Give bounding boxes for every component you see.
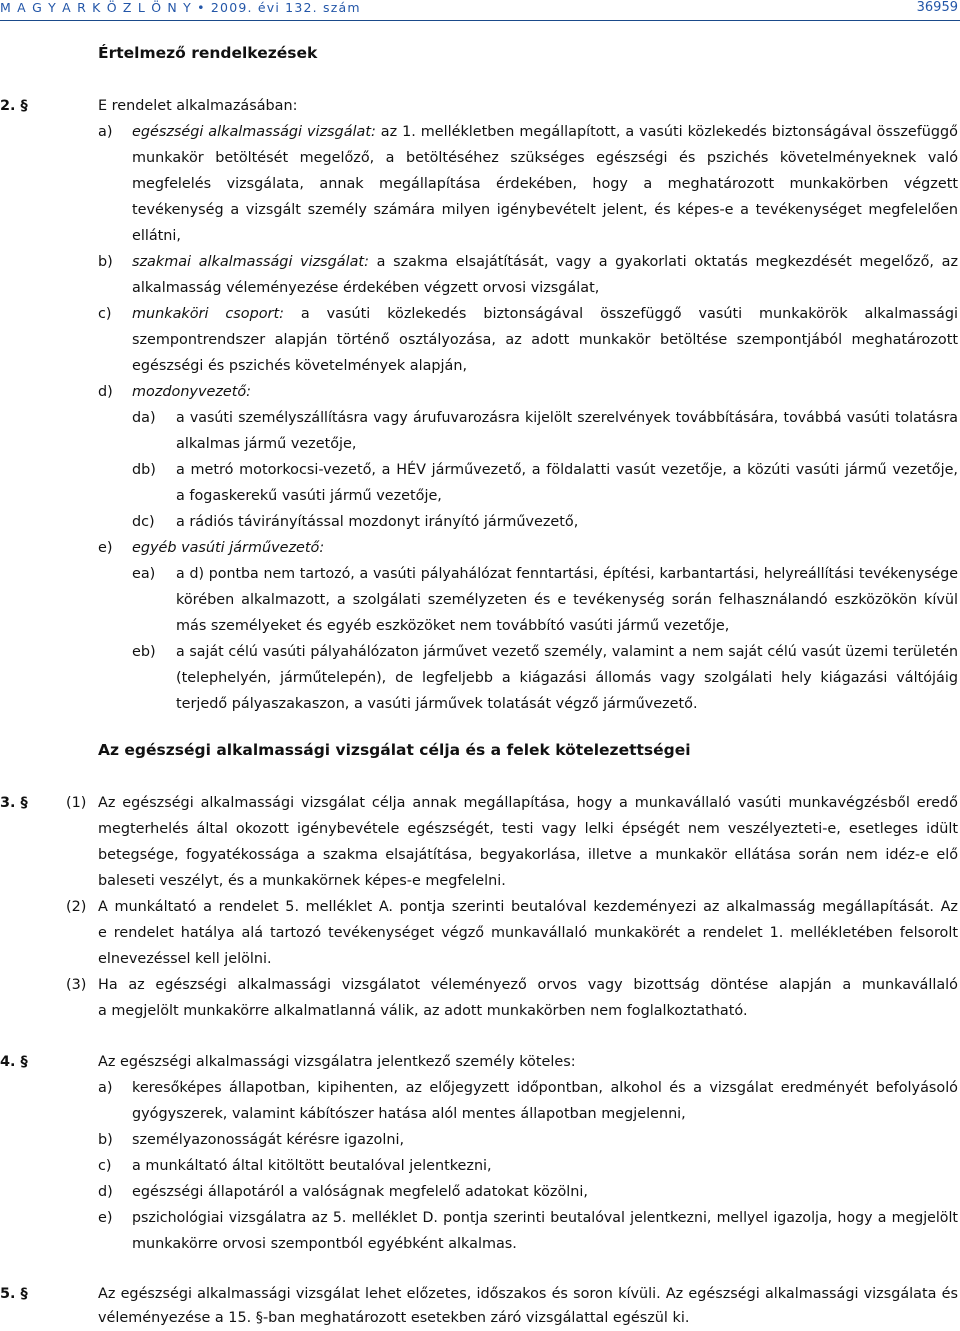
subsection-label: (1): [66, 795, 87, 811]
sublist-item-line: körében alkalmazott, a szolgálati személyzeten és e tevékenység során felhasználandó eszközökön kívül: [176, 592, 958, 608]
list-item-line: munkakör betöltését megelőző, a betöltéséhez szükséges egészségi és pszichés követelményeknek való: [132, 150, 958, 166]
list-item-line: szempontrendszer alapján történő osztályozása, az adott munkakör betöltése szempontjából meghatározott: [132, 332, 958, 348]
sublist-label: ea): [132, 566, 156, 582]
sublist-label: dc): [132, 514, 155, 530]
list-label: a): [98, 124, 113, 140]
list-label: b): [98, 1132, 113, 1148]
sublist-label: db): [132, 462, 156, 478]
list-item-line: egészségi és pszichés követelmények alapján,: [132, 358, 468, 374]
defined-term: szakmai alkalmassági vizsgálat:: [132, 254, 369, 270]
subsection-label: (2): [66, 899, 87, 915]
paragraph-line: véleményezése a 15. §-ban meghatározott esetekben záró vizsgálattal egészül ki.: [98, 1310, 690, 1326]
sublist-item-line: (telephelyén, járműtelepén), de legfeljebb a kiágazási állomás vagy szolgálati hely kiágazási váltójáig: [176, 670, 958, 686]
list-item-line: ellátni,: [132, 228, 182, 244]
sublist-label: da): [132, 410, 156, 426]
section-heading: Az egészségi alkalmassági vizsgálat célja és a felek kötelezettségei: [98, 741, 691, 759]
list-label: b): [98, 254, 113, 270]
subsection-line: betegsége, fogyatékossága a szakma elsajátítása, begyakorlása, illetve a munkakör ellátása során nem idéz-e elő: [98, 847, 958, 863]
subsection-line: baleseti veszélyt, és a munkakörnek képes-e megfelelni.: [98, 873, 506, 889]
list-item-line: gyógyszerek, valamint kábítószer hatása alól mentes állapotban megjelenni,: [132, 1106, 686, 1122]
list-item-line: tevékenység a vizsgált személy számára milyen igénybevételt jelent, és képes-e a tevékenységet megfelelően: [132, 202, 958, 218]
paragraph-number: 5. §: [0, 1286, 28, 1302]
page-number: 36959: [916, 0, 958, 15]
list-item-line: munkaköri csoport: a vasúti közlekedés biztonságával összefüggő vasúti munkakörök alkalmassági: [132, 306, 958, 322]
list-label: c): [98, 1158, 112, 1174]
list-item-line: szakmai alkalmassági vizsgálat: a szakma elsajátítását, vagy a gyakorlati oktatás megkezdését megelőző, az: [132, 254, 958, 270]
list-item-line: egészségi állapotáról a valóságnak megfelelő adatokat közölni,: [132, 1184, 588, 1200]
subsection-line: e rendelet hatálya alá tartozó tevékenységet végző munkavállaló munkakörét a rendelet 1. mellékletében felsorolt: [98, 925, 958, 941]
paragraph-intro: E rendelet alkalmazásában:: [98, 98, 298, 114]
list-item-line: személyazonosságát kérésre igazolni,: [132, 1132, 405, 1148]
subsection-line: Ha az egészségi alkalmassági vizsgálatot véleményező orvos vagy bizottság döntése alapján a munkavállaló: [98, 977, 958, 993]
subsection-label: (3): [66, 977, 87, 993]
journal-title: M A G Y A R K Ö Z L Ö N Y • 2009. évi 132. szám: [0, 0, 361, 15]
paragraph-line: Az egészségi alkalmassági vizsgálat lehet előzetes, időszakos és soron kívüli. Az egészségi alkalmassági vizsgálata és: [98, 1286, 958, 1302]
sublist-item-line: a rádiós távirányítással mozdonyt irányító járművezető,: [176, 514, 579, 530]
paragraph-number: 2. §: [0, 98, 28, 114]
list-label: e): [98, 540, 113, 556]
page-header: [0, 0, 960, 21]
sublist-item-line: a metró motorkocsi-vezető, a HÉV járművezető, a földalatti vasút vezetője, a közúti vasúti jármű vezetője,: [176, 462, 958, 478]
paragraph-intro: Az egészségi alkalmassági vizsgálatra jelentkező személy köteles:: [98, 1054, 576, 1070]
list-item-line: megfelelés vizsgálata, annak megállapítása érdekében, hogy a meghatározott munkakörben végzett: [132, 176, 958, 192]
subsection-line: a megjelölt munkakörre alkalmatlanná válik, az adott munkakörben nem foglalkoztatható.: [98, 1003, 748, 1019]
list-label: d): [98, 384, 113, 400]
sublist-item-line: más személyeket és egyéb eszközöket nem továbbító vasúti jármű vezetője,: [176, 618, 730, 634]
sublist-item-line: a saját célú vasúti pályahálózaton járművet vezető személy, valamint a nem saját célú vasút üzemi területén: [176, 644, 958, 660]
section-heading: Értelmező rendelkezések: [98, 44, 318, 62]
subsection-line: Az egészségi alkalmassági vizsgálat célja annak megállapítása, hogy a munkavállaló vasúti munkavégzésből eredő: [98, 795, 958, 811]
subsection-line: A munkáltató a rendelet 5. melléklet A. pontja szerinti beutalóval kezdeményezi az alkalmasság megállapítását. Az: [98, 899, 958, 915]
list-item-line: pszichológiai vizsgálatra az 5. melléklet D. pontja szerinti beutalóval jelentkezni, mellyel igazolja, hogy a megjelölt: [132, 1210, 958, 1226]
list-label: d): [98, 1184, 113, 1200]
sublist-item-line: alkalmas jármű vezetője,: [176, 436, 357, 452]
defined-term: mozdonyvezető:: [132, 384, 252, 400]
list-label: a): [98, 1080, 113, 1096]
list-item-line: alkalmasság véleményezése érdekében végzett orvosi vizsgálat,: [132, 280, 600, 296]
defined-term: egészségi alkalmassági vizsgálat:: [132, 124, 376, 140]
list-item-line: munkakörre orvosi szempontból egyébként alkalmas.: [132, 1236, 517, 1252]
defined-term: egyéb vasúti járművezető:: [132, 540, 325, 556]
list-item-line: keresőképes állapotban, kipihenten, az előjegyzett időpontban, alkohol és a vizsgálat eredményét befolyásoló: [132, 1080, 958, 1096]
subsection-line: megterhelés által okozott igénybevétele egészségét, testi vagy lelki épségét nem veszélyezteti-e, esetleges idült: [98, 821, 958, 837]
list-item-line: egészségi alkalmassági vizsgálat: az 1. mellékletben megállapított, a vasúti közlekedés biztonságával összefüggő: [132, 124, 958, 140]
list-label: c): [98, 306, 112, 322]
sublist-item-line: terjedő pályaszakaszon, a vasúti járművek tolatását végző járművezető.: [176, 696, 698, 712]
subsection-line: elnevezéssel kell jelölni.: [98, 951, 272, 967]
sublist-item-line: a d) pontba nem tartozó, a vasúti pályahálózat fenntartási, építési, karbantartási, helyreállítási tevékenysége: [176, 566, 958, 582]
list-label: e): [98, 1210, 113, 1226]
defined-term: munkaköri csoport:: [132, 306, 284, 322]
sublist-item-line: a vasúti személyszállításra vagy árufuvarozásra kijelölt szerelvények továbbítására, továbbá vasúti tolatásra: [176, 410, 958, 426]
list-item-line: a munkáltató által kitöltött beutalóval jelentkezni,: [132, 1158, 492, 1174]
paragraph-number: 3. §: [0, 795, 28, 811]
sublist-item-line: a fogaskerekű vasúti jármű vezetője,: [176, 488, 442, 504]
paragraph-number: 4. §: [0, 1054, 28, 1070]
sublist-label: eb): [132, 644, 156, 660]
